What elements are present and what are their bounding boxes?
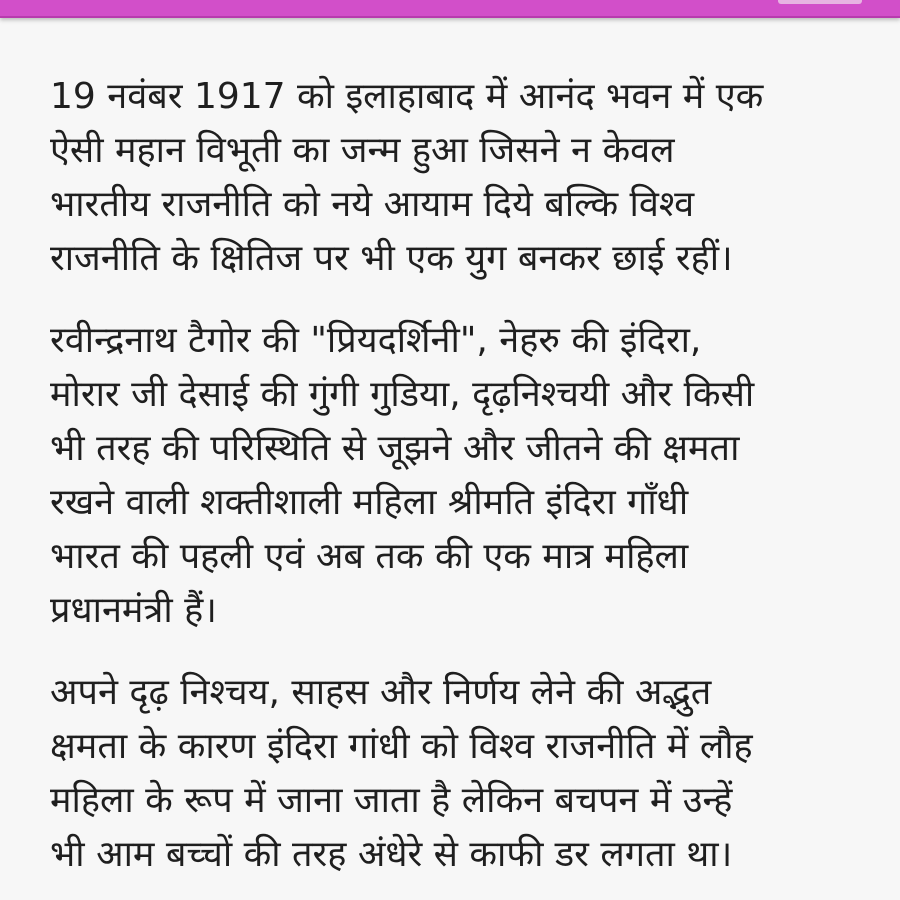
app-bar-action-button[interactable] [778,0,862,4]
text-line: अपने दृढ़ निश्चय, साहस और निर्णय लेने की अद्भुत [50,672,712,713]
text-line: 19 नवंबर 1917 को इलाहाबाद में आनंद भवन में एक [50,76,764,117]
text-line: मोरार जी देसाई की गुंगी गुडिया, दृढ़निश्चयी और किसी [50,374,755,415]
text-line: राजनीति के क्षितिज पर भी एक युग बनकर छाई रहीं। [50,238,733,279]
text-line: रखने वाली शक्तीशाली महिला श्रीमति इंदिरा गाँधी [50,482,689,523]
article-paragraph-2 [50,314,850,638]
text-line: भारत की पहली एवं अब तक की एक मात्र महिला [50,536,689,577]
text-line: भी आम बच्चों की तरह अंधेरे से काफी डर लगता था। [50,834,733,875]
text-line: महिला के रूप में जाना जाता है लेकिन बचपन में उन्हें [50,780,733,821]
text-line: क्षमता के कारण इंदिरा गांधी को विश्व राजनीति में लौह [50,726,753,767]
article-paragraph-1 [50,70,850,286]
article-content [50,70,850,900]
article-paragraph-3 [50,666,850,882]
text-line: भी तरह की परिस्थिति से जूझने और जीतने की क्षमता [50,428,740,469]
text-line: ऐसी महान विभूती का जन्म हुआ जिसने न केवल [50,130,675,171]
text-line: रवीन्द्रनाथ टैगोर की "प्रियदर्शिनी", नेहरु की इंदिरा, [50,320,702,361]
app-bar [0,0,900,18]
text-line: भारतीय राजनीति को नये आयाम दिये बल्कि विश्व [50,184,695,225]
text-line: प्रधानमंत्री हैं। [50,590,217,631]
